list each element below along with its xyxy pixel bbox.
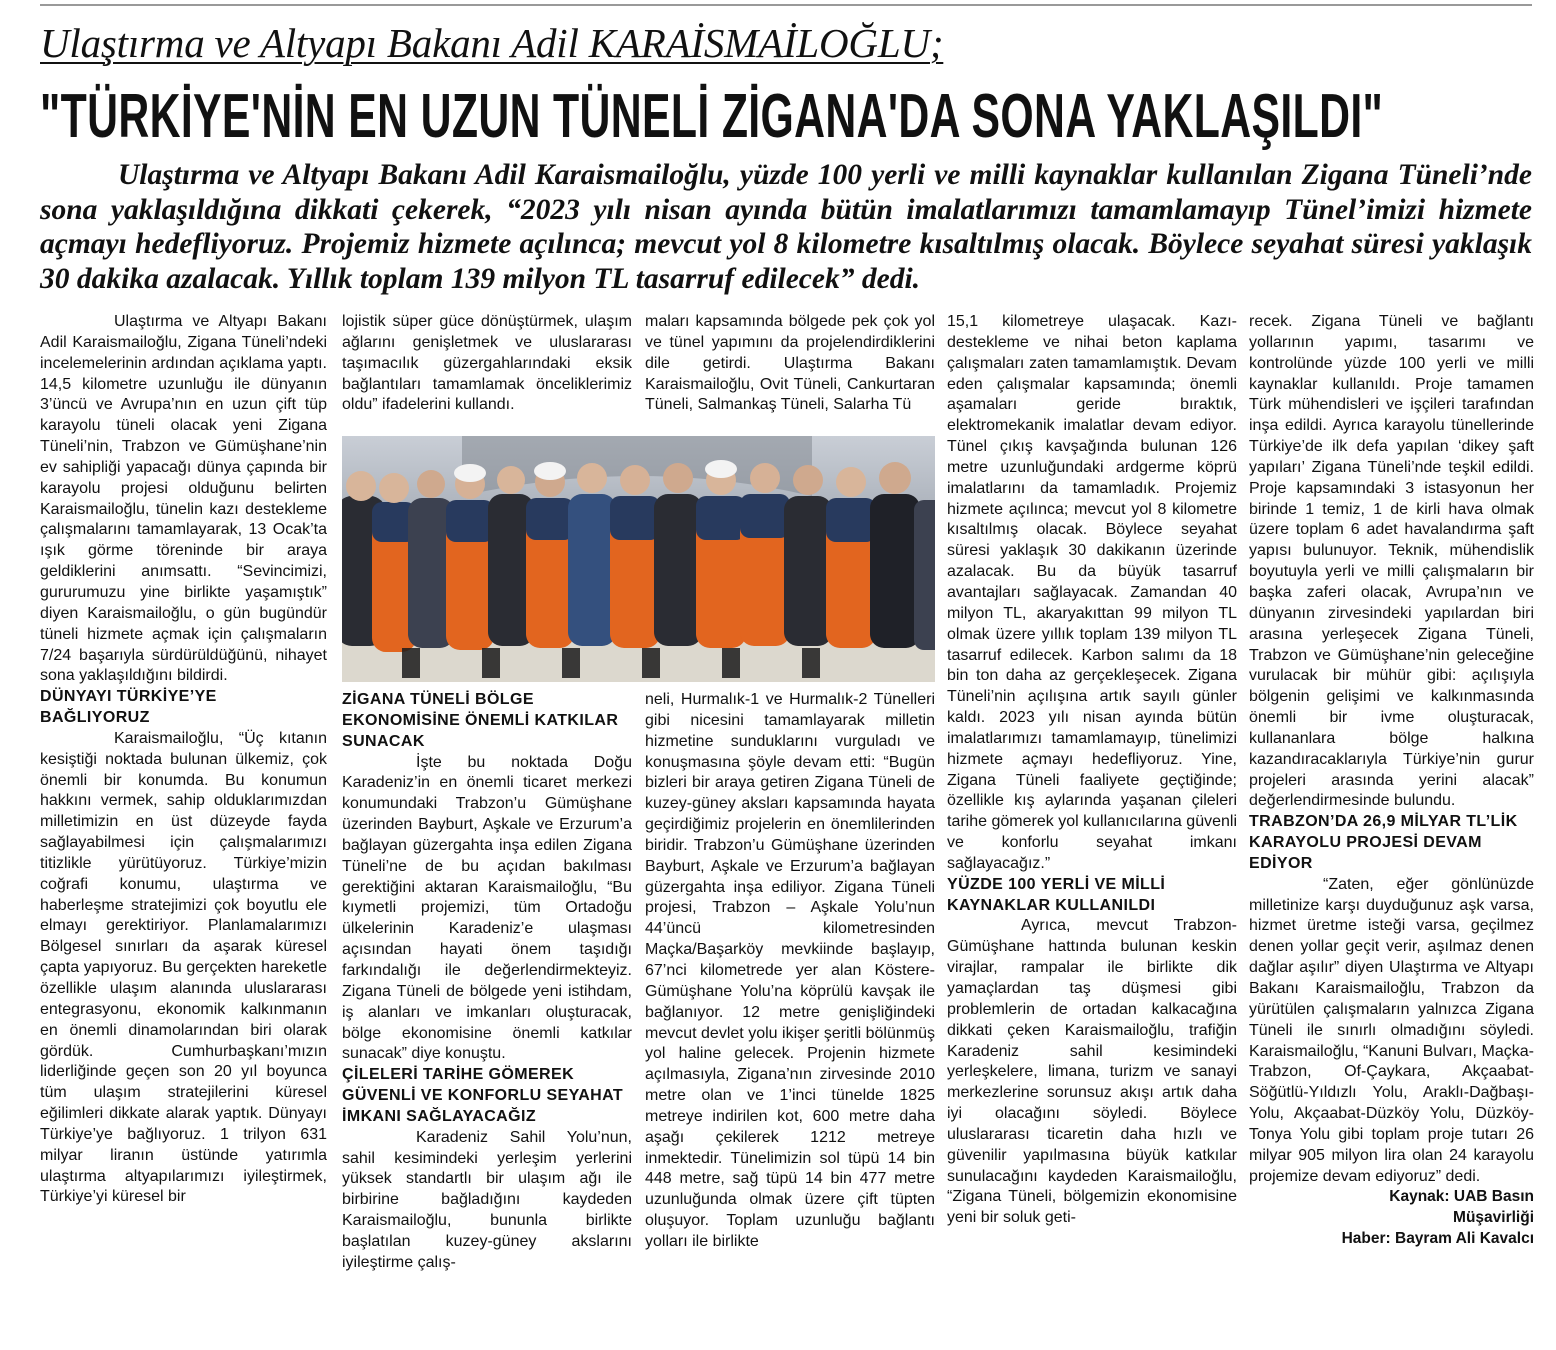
body-paragraph: Ulaştırma ve Altyapı Bakanı Adil Karaismailoğlu, Zigana Tüneli’ndeki incelemelerinin ardından açıklama yaptı. 14,5 kilometre uzunluğu ile dünyanın 3’üncü ve Avrupa’nın en uzun çift tüp karayolu tüneli olacak yeni Zigana Tüneli’nin, Trabzon ve Gümüşhane’nin ev sahipliği yapacağı dünya çapında bir karayolu projesi olduğunu belirten Karaismailoğlu, tünelin kazı destekleme çalışmalarını tamamlayarak, 13 Ocak’ta ışık görme töreninde bir araya geldiklerini anımsattı. “Sevincimizi, gururumuzu yine birlikte yaşamıştık” diyen Karaismailoğlu, o gün bugündür tüneli hizmete açmak için çalışmaların 7/24 başarıyla sürdürüldüğünü, nihayet sona yaklaşıldığını bildirdi. [40,313,327,685]
reporter-credit: Haber: Bayram Ali Kavalcı [1341,1230,1534,1248]
body-paragraph: maları kapsamında bölgede pek çok yol ve tünel yapımını da projelendirdiklerini dile getirdi. Ulaştırma Bakanı Karaismailoğlu, Ovit Tüneli, Cankurtaran Tüneli, Salmankaş Tüneli, Salarha Tü [645,313,935,414]
body-paragraph: Karadeniz Sahil Yolu’nun, sahil kesimindeki yerleşim yerlerini yüksek standartlı bir ulaşım ağı ile birbirine bağladığını kaydeden Karaismailoğlu, bununla birlikte başlatılan kuzey-güney akslarını iyileştirme çalış- [342,1128,632,1271]
body-paragraph: Ayrıca, mevcut Trabzon-Gümüşhane hattında bulunan keskin virajlar, rampalar ile birlikte dik yamaçlardan taş düşmesi gibi problemlerin de ortadan kalkacağına dikkati çeken Karaismailoğlu, trafiğin Karadeniz sahil kesimindeki yerleşkelere, limana, turizm ve sanayi merkezlerine sorunsuz akışı artık daha iyi olacağını söyledi. Böylece uluslararası ticaretin daha hızlı ve güvenilir yapılmasına büyük katkılar sunulacağını kaydeden Karaismailoğlu, “Zigana Tüneli, bölgemizin ekonomisine yeni bir soluk geti- [947,917,1237,1227]
column-1 [40,312,327,1350]
headline: "TÜRKİYE'NİN EN UZUN TÜNELİ ZİGANA'DA SONA YAKLAŞILDI" [40,82,1384,151]
lead-paragraph: Ulaştırma ve Altyapı Bakanı Adil Karaismailoğlu, yüzde 100 yerli ve milli kaynaklar kullanılan Zigana Tüneli’nde sona yaklaşıldığına dikkati çekerek, “2023 yılı nisan ayında bütün imalatlarımızı tamamlamayıp Tünel’imizi hizmete açmayı hedefliyoruz. Projemiz hizmete açılınca; mevcut yol 8 kilometre kısaltılmış olacak. Böylece seyahat süresi yaklaşık 30 dakika azalacak. Yıllık toplam 139 milyon TL tasarruf edilecek” dedi. [40,159,1532,295]
subheading: YÜZDE 100 YERLİ VE MİLLİ KAYNAKLAR KULLANILDI [947,875,1166,914]
column-2-bottom [342,690,632,1350]
column-3-bottom [645,690,935,1350]
top-rule [40,4,1532,6]
subheading: ÇİLELERİ TARİHE GÖMEREK GÜVENLİ VE KONFORLU SEYAHAT İMKANI SAĞLAYACAĞIZ [342,1066,624,1125]
body-paragraph: recek. Zigana Tüneli ve bağlantı yollarının yapımı, tasarımı ve kontrolünde yüzde 100 yerli ve milli kaynaklar kullanıldı. Proje tamamen Türk mühendisleri ve işçileri tarafından inşa edildi. Ayrıca karayolu tünellerinde Türkiye’de ilk defa yapılan ‘dikey şaft yapıları’ Zigana Tüneli’nde teşkil edildi. Proje kapsamındaki 3 istasyonun her birinde 1 temiz, 1 de kirli hava olmak üzere toplam 6 adet havalandırma şaft yapısı bulunuyor. Teknik, mühendislik boyutuyla yerli ve milli çalışmaların bir başka zaferi olacak, Avrupa’nın ve dünyanın zirvesindeki yapılardan biri arasına yerleşecek Zigana Tüneli, Trabzon ve Gümüşhane’nin geleceğine vurulacak bir mühür gibi: açılışıyla bölgenin gelişimi ve kalkınmasında önemli bir ivme oluşturacak, kullananlara bölge halkına kazandıracaklarıyla Türkiye’nin gurur projeleri arasında yerini alacak” değerlendirmesinde bulundu. [1249,313,1534,810]
column-5 [1249,312,1534,1350]
group-photo-illustration [342,436,935,682]
source-credit: Kaynak: UAB Basın Müşavirliği [1389,1188,1534,1227]
subheading: ZİGANA TÜNELİ BÖLGE EKONOMİSİNE ÖNEMLİ KATKILAR SUNACAK [342,691,619,750]
news-photo [342,436,935,682]
body-paragraph: 15,1 kilometreye ulaşacak. Kazı-destekleme ve nihai beton kaplama çalışmaları zaten tamamlamıştık. Devam eden çalışmalar kapsamında; önemli aşamaları geride bıraktık, elektromekanik imalatlar devam ediyor. Tünel çıkış kavşağında bulunan 126 metre uzunluğundaki ardgerme köprü imalatlarını da tamamladık. Projemiz hizmete açılınca; mevcut yol 8 kilometre kısaltılmış olacak. Böylece seyahat süresi yaklaşık 30 dakikanın üzerinde azalacak. Bu da büyük tasarruf avantajları sağlayacak. Zamandan 40 milyon TL, akaryakıttan 99 milyon TL olmak üzere yıllık toplam 139 milyon TL tasarruf edilecek. Karbon salımı da 18 bin ton daha az gerçekleşecek. Zigana Tüneli’nin açılışına artık sayılı günler kaldı. 2023 yılı nisan ayında bütün imalatlarımızı tamamlamayıp, tünelimizi hizmete açmayı hedefliyoruz. Yine, Zigana Tüneli faaliyete geçtiğinde; özellikle kış aylarında yaşanan çileleri tarihe gömerek yol kullanıcılarına güvenli ve konforlu seyahat imkanı sağlayacağız.” [947,313,1237,872]
subheading: TRABZON’DA 26,9 MİLYAR TL’LİK KARAYOLU PROJESİ DEVAM EDİYOR [1249,813,1518,872]
body-paragraph: “Zaten, eğer gönlünüzde milletinize karşı duyduğunuz aşk varsa, hizmet üretme isteği varsa, geçilmez denen yollar geçit verir, aşılmaz denen dağlar aşılır” diyen Ulaştırma ve Altyapı Bakanı Karaismailoğlu, Trabzon da yürütülen çalışmaların yalnızca Zigana Tüneli ile sınırlı olmadığını söyledi. Karaismailoğlu, “Kanuni Bulvarı, Maçka- Trabzon, Of-Çaykara, Akçaabat-Söğütlü-Yıldızlı Yolu, Araklı-Dağbaşı-Yolu, Akçaabat-Düzköy Yolu, Düzköy-Tonya Yolu gibi toplam proje tutarı 26 milyar 905 milyon lira olan 24 karayolu projemize devam ediyoruz” dedi. [1249,875,1534,1185]
body-paragraph: İşte bu noktada Doğu Karadeniz’in en önemli ticaret merkezi konumundaki Trabzon’u Gümüşhane üzerinden Bayburt, Aşkale ve Erzurum’a bağlayan güzergahta inşa edilen Zigana Tüneli’ne de bu açıdan bakılması gerektiğini aktaran Karaismailoğlu, “Bu kıymetli projemizi, tüm Ortadoğu ülkelerinin Karadeniz’e ulaşması açısından hayati önem taşıdığı farkındalığı ile değerlendirmekteyiz. Zigana Tüneli de bölgede yeni istihdam, iş alanları ve imkanları oluşturacak, bölge ekonomisine önemli katkılar sunacak” diye konuştu. [342,753,632,1063]
column-2-top [342,312,632,416]
body-paragraph: lojistik süper güce dönüştürmek, ulaşım ağlarını genişletmek ve uluslararası taşımacılık güzergahlarındaki eksik bağlantıları tamamlamak önceliklerimiz oldu” ifadelerini kullandı. [342,313,632,414]
kicker: Ulaştırma ve Altyapı Bakanı Adil KARAİSMAİLOĞLU; [40,20,944,66]
body-paragraph: Karaismailoğlu, “Üç kıtanın kesiştiği noktada bulunan ülkemiz, çok önemli bir konumda. Bu konumun hakkını vermek, sahip olduklarımızdan milletimizin en üst düzeyde fayda sağlayabilmesi için çalışmalarımızı titizlikle yürütüyoruz. Türkiye’mizin coğrafi konumu, ulaştırma ve haberleşme stratejimizi çok boyutlu ele elmayı gerektiriyor. Planlamalarımızı Bölgesel sınırları da aşarak küresel çapta yapıyoruz. Bu gerçekten hareketle özellikle ulaşım alanında uluslararası entegrasyonu, ekonomik kalkınmanın en önemli dinamolarından biri olarak gördük. Cumhurbaşkanı’mızın liderliğinde geçen son 20 yıl boyunca tüm ulaşım stratejilerini küresel eğilimleri dikkate alarak yaptık. Dünyayı Türkiye’ye bağlıyoruz. 1 trilyon 631 milyar liranın üstünde yatırımla ulaştırma altyapılarımızı iyileştirmek, Türkiye’yi küresel bir [40,729,327,1206]
subheading: DÜNYAYI TÜRKİYE’YE BAĞLIYORUZ [40,688,217,727]
column-3-top [645,312,935,417]
column-4 [947,312,1237,1350]
body-paragraph: neli, Hurmalık-1 ve Hurmalık-2 Tünelleri gibi nicesini tamamlayarak milletin hizmetine sunduklarını vurguladı ve konuşmasına şöyle devam etti: “Bugün bizleri bir araya getiren Zigana Tüneli de kuzey-güney aksları kapsamında hayata geçirdiğimiz projelerin en önemlilerinden biridir. Trabzon’u Gümüşhane üzerinden Bayburt, Aşkale ve Erzurum’a bağlayan güzergahta inşa ediliyor. Zigana Tüneli projesi, Trabzon – Aşkale Yolu’nun 44’üncü kilometresinden Maçka/Başarköy mevkiinde başlayıp, 67’nci kilometrede yer alan Köstere-Gümüşhane Yolu’na köprülü kavşak ile bağlanıyor. 12 metre genişliğindeki mevcut devlet yolu ikişer şeritli bölünmüş yol haline gelecek. Projenin hizmete açılmasıyla, Zigana’nın zirvesinde 2010 metre olan ve 1’inci tünelde 1825 metreye indirilen kot, 600 metre daha aşağı çekilerek 1212 metreye inmektedir. Tünelimizin sol tüpü 14 bin 448 metre, sağ tüpü 14 bin 477 metre uzunluğunda olmak üzere çift tüpten oluşuyor. Toplam uzunluğu bağlantı yolları ile birlikte [645,691,935,1250]
